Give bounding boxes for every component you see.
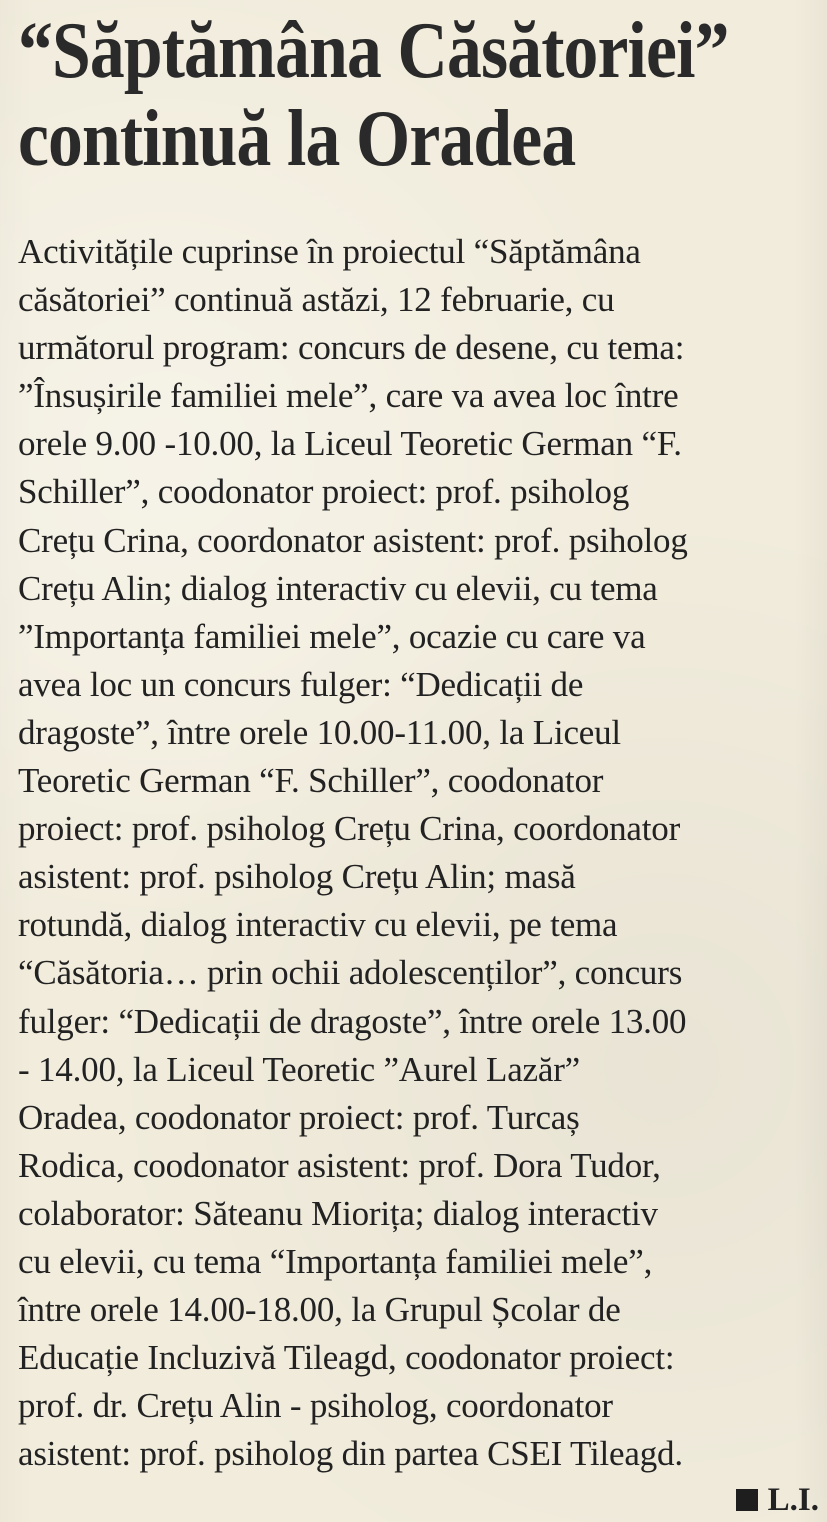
body-line: asistent: prof. psiholog din partea CSEI Tileagd. xyxy=(18,1434,683,1474)
body-line: între orele 14.00-18.00, la Grupul Școlar de xyxy=(18,1290,621,1330)
body-line: dragoste”, între orele 10.00-11.00, la Liceul xyxy=(18,712,621,752)
body-line: proiect: prof. psiholog Crețu Crina, coordonator xyxy=(18,809,681,849)
body-line: Crețu Alin; dialog interactiv cu elevii, cu tema xyxy=(18,568,658,608)
body-line: avea loc un concurs fulger: “Dedicații de xyxy=(18,664,584,704)
body-line: - 14.00, la Liceul Teoretic ”Aurel Lazăr” xyxy=(18,1049,581,1089)
body-line: Rodica, coodonator asistent: prof. Dora Tudor, xyxy=(18,1145,661,1185)
body-line: Educație Incluzivă Tileagd, coodonator proiect: xyxy=(18,1338,675,1378)
body-line: Teoretic German “F. Schiller”, coodonator xyxy=(18,761,604,801)
body-line: colaborator: Săteanu Miorița; dialog interactiv xyxy=(18,1193,658,1233)
body-line: rotundă, dialog interactiv cu elevii, pe tema xyxy=(18,905,618,945)
article-body xyxy=(18,228,827,1478)
body-line: următorul program: concurs de desene, cu tema: xyxy=(18,328,685,368)
author-initials: L.I. xyxy=(767,1481,819,1518)
body-line: fulger: “Dedicații de dragoste”, între orele 13.00 xyxy=(18,1001,687,1041)
body-line: Oradea, coodonator proiect: prof. Turcaș xyxy=(18,1097,580,1137)
body-line: căsătoriei” continuă astăzi, 12 februarie, cu xyxy=(18,280,615,320)
article-headline xyxy=(18,5,729,183)
body-line: Crețu Crina, coordonator asistent: prof. psiholog xyxy=(18,520,688,560)
body-line: “Căsătoria… prin ochii adolescenților”, concurs xyxy=(18,953,683,993)
headline-line-1: “Săptămâna Căsătoriei” xyxy=(18,5,729,95)
body-line: prof. dr. Crețu Alin - psiholog, coordonator xyxy=(18,1386,613,1426)
body-line: Schiller”, coodonator proiect: prof. psiholog xyxy=(18,472,630,512)
body-line: cu elevii, cu tema “Importanța familiei mele”, xyxy=(18,1241,653,1281)
author-signature xyxy=(736,1480,819,1520)
body-line: asistent: prof. psiholog Crețu Alin; masă xyxy=(18,857,576,897)
body-line: orele 9.00 -10.00, la Liceul Teoretic German “F. xyxy=(18,424,682,464)
body-line: ”Importanța familiei mele”, ocazie cu care va xyxy=(18,616,646,656)
headline-line-2: continuă la Oradea xyxy=(18,93,576,183)
body-line: ”Însușirile familiei mele”, care va avea loc între xyxy=(18,376,679,416)
body-line: Activitățile cuprinse în proiectul “Săptămâna xyxy=(18,232,641,271)
square-bullet-icon xyxy=(736,1489,758,1511)
